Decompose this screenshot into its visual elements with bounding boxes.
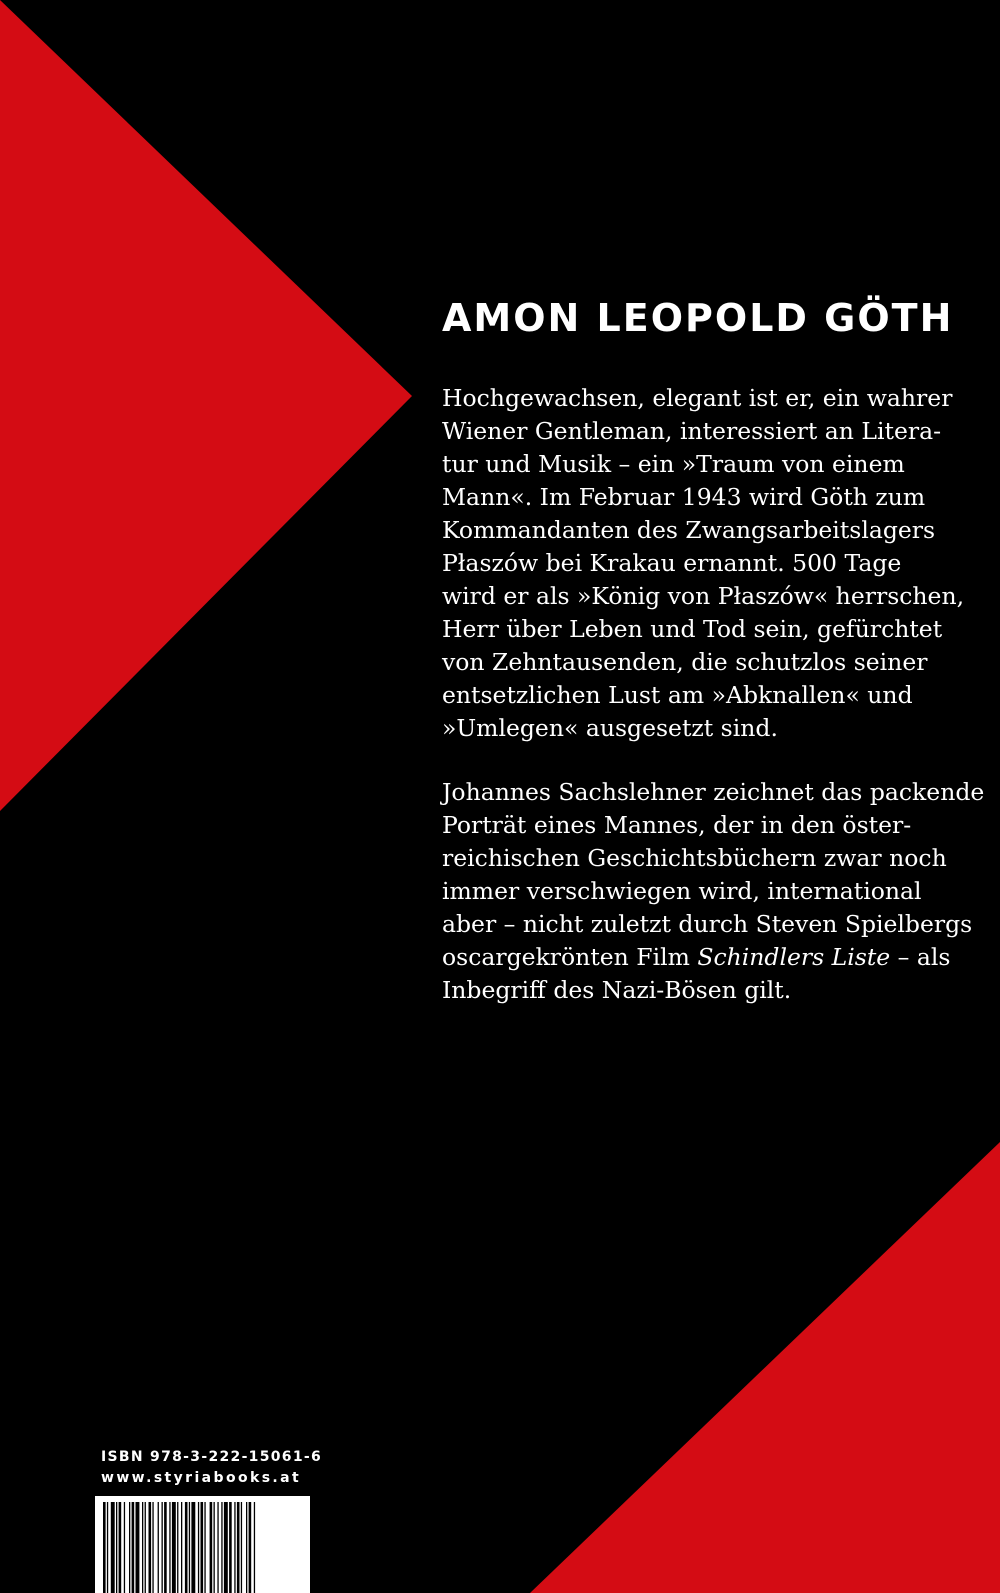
barcode-bar xyxy=(221,1502,222,1593)
barcode-bar xyxy=(204,1502,205,1593)
text-line: Mann«. Im Februar 1943 wird Göth zum xyxy=(442,483,926,511)
barcode-bar xyxy=(246,1502,247,1593)
text-line: Kommandanten des Zwangsarbeitslagers xyxy=(442,516,936,544)
barcode-bar xyxy=(177,1502,178,1593)
barcode-bar xyxy=(107,1502,108,1593)
film-line-prefix: oscargekrönten Film xyxy=(442,943,698,971)
barcode-bar xyxy=(241,1502,242,1593)
barcode-bar xyxy=(129,1502,130,1593)
barcode-bar xyxy=(201,1502,204,1593)
text-line: Wiener Gentleman, interessiert an Litera- xyxy=(442,417,942,445)
text-line: wird er als »König von Płaszów« herrschen, xyxy=(442,582,965,610)
barcode-bar xyxy=(164,1502,167,1593)
blurb-paragraph-1 xyxy=(442,382,965,745)
left-red-triangle xyxy=(0,0,412,811)
text-line: »Umlegen« ausgesetzt sind. xyxy=(442,714,778,742)
barcode-bar xyxy=(145,1502,146,1593)
barcode-bar xyxy=(172,1502,176,1593)
barcode-bar xyxy=(210,1502,213,1593)
barcode-bar xyxy=(214,1502,215,1593)
barcode-bar xyxy=(217,1502,218,1593)
barcode-bar xyxy=(119,1502,122,1593)
text-line: Hochgewachsen, elegant ist er, ein wahrer xyxy=(442,384,953,412)
barcode-bar xyxy=(249,1502,252,1593)
text-line: Johannes Sachslehner zeichnet das packende xyxy=(442,778,985,806)
text-line: von Zehntausenden, die schutzlos seiner xyxy=(442,648,928,676)
barcode-bar xyxy=(158,1502,159,1593)
barcode-bar xyxy=(237,1502,240,1593)
film-line-suffix: – als xyxy=(890,943,951,971)
barcode-bar xyxy=(124,1502,125,1593)
isbn-number: ISBN 978-3-222-15061-6 xyxy=(101,1449,323,1465)
barcode-icon xyxy=(95,1496,310,1593)
bottom-right-red-triangle xyxy=(530,1142,1000,1593)
barcode-bar xyxy=(152,1502,153,1593)
text-line: aber – nicht zuletzt durch Steven Spielbergs xyxy=(442,910,973,938)
barcode-bar xyxy=(198,1502,199,1593)
barcode-bar xyxy=(234,1502,235,1593)
barcode-bar xyxy=(185,1502,188,1593)
barcode-bar xyxy=(181,1502,182,1593)
text-line: Porträt eines Mannes, der in den öster- xyxy=(442,811,912,839)
book-title: AMON LEOPOLD GÖTH xyxy=(442,296,954,340)
text-line: entsetzlichen Lust am »Abknallen« und xyxy=(442,681,913,709)
barcode-bar xyxy=(162,1502,163,1593)
text-line: Płaszów bei Krakau ernannt. 500 Tage xyxy=(442,549,902,577)
text-line: Herr über Leben und Tod sein, gefürchtet xyxy=(442,615,943,643)
barcode-bar xyxy=(169,1502,170,1593)
barcode-bar xyxy=(111,1502,115,1593)
barcode-bar xyxy=(229,1502,232,1593)
text-line: reichischen Geschichtsbüchern zwar noch xyxy=(442,844,947,872)
barcode-bar xyxy=(136,1502,140,1593)
barcode-bar xyxy=(149,1502,152,1593)
barcode-bar xyxy=(191,1502,195,1593)
text-line: tur und Musik – ein »Traum von einem xyxy=(442,450,905,478)
barcode-bar xyxy=(116,1502,117,1593)
text-line: Inbegriff des Nazi-Bösen gilt. xyxy=(442,976,792,1004)
barcode-bar xyxy=(142,1502,143,1593)
text-line: immer verschwiegen wird, international xyxy=(442,877,922,905)
blurb-paragraph-2 xyxy=(442,776,985,1007)
barcode-bar xyxy=(254,1502,255,1593)
barcode-bar xyxy=(189,1502,190,1593)
publisher-website: www.styriabooks.at xyxy=(101,1470,302,1486)
barcode-bar xyxy=(224,1502,228,1593)
barcode-bar xyxy=(103,1502,106,1593)
film-title: Schindlers Liste xyxy=(697,943,891,971)
barcode-bar xyxy=(132,1502,135,1593)
text-line-film xyxy=(442,941,951,974)
